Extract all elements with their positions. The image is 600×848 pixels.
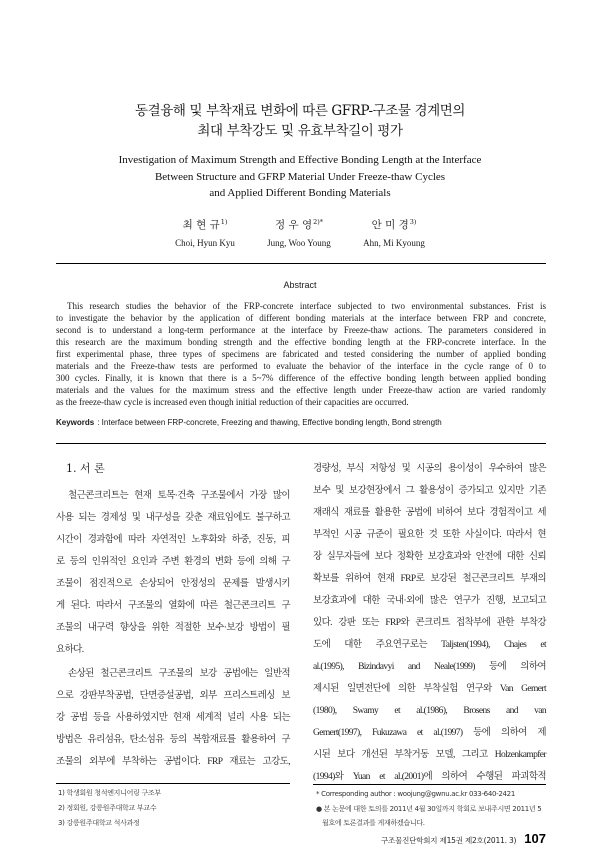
body-line: 있다. 강판 또는 FRP와 콘크리트 접착부에 관한 부착강	[313, 618, 546, 628]
author-name-english: Jung, Woo Young	[267, 238, 331, 248]
footnote-divider-right	[313, 784, 546, 785]
affiliation-footnotes	[58, 786, 161, 831]
section-heading: 1. 서 론	[66, 462, 105, 475]
keywords-text: : Interface between FRP-concrete, Freezing and thawing, Effective bonding length, Bond strength	[97, 418, 442, 427]
abstract-line: to investigate the behavior by the application of different bonding materials at the interface between FRP and concrete,	[56, 313, 546, 323]
abstract-line: this research are the maximum bonding strength and the effective bonding length at the FRP-concrete interface. In the	[56, 337, 546, 347]
abstract-line: second is to understand a long-term performance at the interface by Freeze-thaw actions. The parameters considered in	[56, 325, 546, 335]
body-line: 부적인 시공 규준이 필요한 것 또한 사실이다. 따라서 현	[313, 530, 546, 540]
title-english-line: Between Structure and GFRP Material Under Freeze-thaw Cycles	[154, 170, 446, 183]
affiliation-footnote: 3) 강릉원주대학교 석사과정	[58, 819, 140, 827]
body-line: 요하다.	[56, 645, 84, 655]
body-line: 시간이 경과함에 따라 자연적인 노후화와 하중, 진동, 피	[56, 535, 290, 545]
body-line: 으로 강판부착공법, 단면증설공법, 외부 프리스트레싱 보	[56, 691, 290, 701]
body-line: 로 등의 인위적인 요인과 주변 환경의 변화 등에 의해 구	[56, 557, 290, 567]
body-line: 경량성, 부식 저항성 및 시공의 용이성이 우수하여 많은	[313, 464, 546, 474]
page-footer	[381, 832, 546, 846]
intro-paragraph-2	[56, 663, 290, 773]
body-line: 시된 보다 개선된 부착거동 모델, 그리고 Holzenkampfer	[313, 750, 546, 760]
body-line: 보강효과에 대한 국내·외에 많은 연구가 진행, 보고되고	[313, 596, 546, 606]
abstract-body	[56, 300, 546, 408]
title-english	[0, 152, 600, 202]
author-affiliation-mark: 1)	[220, 218, 228, 226]
notice-footnotes	[316, 787, 541, 831]
author-name-korean: 정 우 영	[274, 219, 313, 231]
top-divider	[56, 263, 546, 264]
author-3	[339, 216, 449, 252]
body-line: 조물이 점진적으로 손상되어 안정성의 문제를 발생시키	[56, 579, 290, 589]
abstract-line: as the freeze-thaw cycle is increased even though initial reduction of their capacities are occurred.	[56, 397, 409, 407]
journal-citation: 구조물진단학회지 제15권 제2호(2011. 3)	[380, 836, 517, 845]
keywords	[56, 417, 546, 429]
body-line: 사용 되는 경제성 및 내구성을 갖춘 재료임에도 불구하고	[56, 513, 290, 523]
author-affiliation-mark: 3)	[409, 218, 417, 226]
title-korean	[0, 101, 600, 141]
body-line: 조물의 내구력 향상을 위한 적절한 보수·보강 방법이 필	[56, 623, 290, 633]
body-line: (1994)와 Yuan et al.(2001)에 의하여 수행된 파괴학적	[313, 772, 546, 782]
body-line: 도에 대한 주요연구로는 Taljsten(1994), Chajes et	[313, 640, 546, 650]
abstract-heading: Abstract	[283, 280, 317, 290]
body-line: 확보를 위하여 현재 FRP로 보강된 철근콘크리트 부재의	[313, 574, 546, 584]
abstract-line: materials and the values for the maximum stress and the effective length under Freeze-thaw action are varied randomly	[56, 385, 546, 395]
title-korean-line: 최대 부착강도 및 유효부착길이 평가	[197, 123, 403, 139]
author-name-english: Ahn, Mi Kyoung	[363, 238, 425, 248]
body-line: 게 된다. 따라서 구조물의 열화에 따른 철근콘크리트 구	[56, 601, 290, 611]
body-line: 방법은 유리섬유, 탄소섬유 등의 복합재료를 활용하여 구	[56, 735, 290, 745]
page-number: 107	[524, 831, 546, 846]
body-line: 제시된 일면전단에 의한 부착실험 연구와 Van Gemert	[313, 684, 546, 694]
footnote-divider-left	[56, 783, 290, 784]
abstract-line: first experimental phase, three types of specimens are fabricated and tested considering the number of applied bonding	[56, 349, 546, 359]
body-line: Gemert(1997), Fukuzawa et al.(1997) 등에 의하여 제	[313, 728, 546, 738]
abstract-line: materials and the Freeze-thaw tests are performed to evaluate the behavior of the interface in the cycle range of 0 to	[56, 361, 546, 371]
body-line: 보수 및 보강현장에서 그 활용성이 증가되고 있지만 기존	[313, 486, 546, 496]
keywords-label: Keywords	[56, 418, 95, 427]
abstract-line: 300 cycles. Finally, it is known that there is a 5~7% difference of the effective bonding length between applied bonding	[56, 373, 546, 383]
corresponding-author-note: * Corresponding author : woojung@gwnu.ac.kr 033-640-2421	[316, 790, 515, 798]
body-line: 철근콘크리트는 현재 토목·건축 구조물에서 가장 많이	[68, 491, 290, 501]
title-english-line: and Applied Different Bonding Materials	[209, 187, 391, 199]
body-line: al.(1995), Bizindavyi and Neale(1999) 등에 의하여	[313, 662, 546, 672]
author-name-english: Choi, Hyun Kyu	[175, 238, 235, 248]
title-english-line: Investigation of Maximum Strength and Effective Bonding Length at the Interface	[118, 154, 482, 166]
abstract-line: This research studies the behavior of the FRP-concrete interface subjected to two environmental substances. Frist is	[67, 301, 546, 311]
body-line: 장 실무자들에 보다 정확한 보강효과와 안전에 대한 신뢰	[313, 552, 546, 562]
body-line: 재래식 재료를 활용한 공법에 비하여 보다 경험적이고 세	[313, 508, 546, 518]
author-name-korean: 최 현 규	[182, 219, 220, 231]
discussion-note: 월호에 토론결과를 게재하겠습니다.	[322, 819, 425, 827]
author-affiliation-mark: 2)*	[313, 218, 324, 226]
abstract-divider	[56, 443, 546, 444]
body-line: 조물의 외부에 부착하는 공법이다. FRP 재료는 고강도,	[56, 757, 290, 767]
body-line: 강 공법 등을 사용하였지만 현재 세계적 널리 사용 되는	[56, 713, 290, 723]
author-2	[244, 216, 354, 252]
affiliation-footnote: 1) 학생회원 청석엔지니어링 구조부	[58, 789, 161, 797]
discussion-note: ● 본 논문에 대한 토의를 2011년 4월 30일까지 학회로 보내주시면 2011년 5	[316, 804, 542, 813]
intro-paragraph-1	[56, 485, 290, 661]
intro-paragraph-2-continued	[313, 458, 546, 788]
body-line: 손상된 철근콘크리트 구조물의 보강 공법에는 일반적	[68, 669, 290, 679]
body-line: (1980), Swamy et al.(1986), Brosens and van	[313, 706, 546, 716]
title-korean-line: 동결융해 및 부착재료 변화에 따른 GFRP-구조물 경계면의	[134, 103, 466, 119]
affiliation-footnote: 2) 정회원, 강릉원주대학교 부교수	[58, 804, 157, 812]
author-name-korean: 안 미 경	[371, 219, 409, 231]
